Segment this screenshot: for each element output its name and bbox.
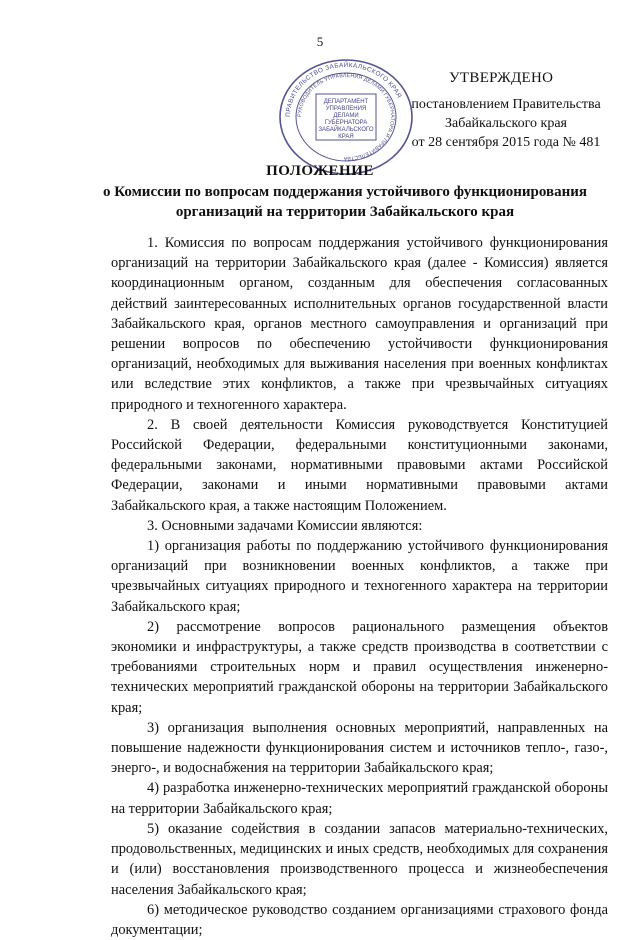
seal-center-line: УПРАВЛЕНИЯ (325, 106, 367, 112)
seal-center-line: ДЕЛАМИ (333, 113, 359, 119)
decree-reference (396, 95, 616, 152)
seal-center-line: ЗАБАЙКАЛЬСКОГО (318, 127, 374, 133)
document-body (111, 233, 608, 940)
seal-center-line: КРАЯ (338, 134, 354, 140)
paragraph-2: 2. В своей деятельности Комиссия руководствуется Конституцией Российской Федерации, федеральными конституционными законами, федеральными законами, нормативными правовыми актами Российской Федерации, законами и иными нормативными правовыми актами Забайкальского края, а также настоящим Положением. (111, 416, 608, 514)
seal-ring-text: РУКОВОДИТЕЛЬ УПРАВЛЕНИЯ ДЕЛАМИ ГУБЕРНАТОРА И ПРАВИТЕЛЬСТВА (296, 72, 396, 162)
decree-line: постановлением Правительства (411, 97, 601, 112)
decree-line: Забайкальского края (444, 116, 567, 131)
seal-outer-text: ПРАВИТЕЛЬСТВО ЗАБАЙКАЛЬСКОГО КРАЯ (284, 61, 403, 118)
page-number: 5 (316, 34, 324, 49)
list-item-6: 6) методическое руководство созданием организациями страхового фонда документации; (111, 901, 608, 938)
document-title: ПОЛОЖЕНИЕ (266, 163, 374, 179)
list-item-1: 1) организация работы по поддержанию устойчивого функционирования организаций при возникновении военных конфликтов, а также при чрезвычайных ситуациях природного и техногенного характера на территории Забайкальского края; (111, 538, 608, 615)
document-subtitle: о Комиссии по вопросам поддержания устойчивого функционирования организаций на территории Забайкальского края (102, 184, 588, 220)
approval-heading: УТВЕРЖДЕНО (449, 70, 554, 86)
seal-center-line: ГУБЕРНАТОРА (324, 120, 368, 126)
paragraph-3: 3. Основными задачами Комиссии являются: (147, 517, 423, 534)
official-seal-stamp (272, 58, 420, 176)
list-item-5: 5) оказание содействия в создании запасов материально-технических, продовольственных, медицинских и иных средств, необходимых для сохранения и (или) восстановления производственного процесса и жизнеобеспечения населения Забайкальского края; (111, 820, 608, 898)
list-item-4: 4) разработка инженерно-технических мероприятий гражданской обороны на территории Забайкальского края; (111, 780, 608, 817)
paragraph-1: 1. Комиссия по вопросам поддержания устойчивого функционирования организаций на территории Забайкальского края (далее - Комиссия) является координационным органом, созданным для обеспечения согласованных действий заинтересованных исполнительных органов государственной власти Забайкальского края, органов местного самоуправления и организаций при решении вопросов по обеспечению устойчивости функционирования организаций, необходимых для выживания населения при военных конфликтах или вследствие этих конфликтов, а также при чрезвычайных ситуациях природного и техногенного характера. (111, 235, 608, 413)
list-item-2: 2) рассмотрение вопросов рационального размещения объектов экономики и инфраструктуры, а также средств производства в соответствии с требованиями строительных норм и правил осуществления инженерно-технических мероприятий гражданской обороны на территории Забайкальского края; (111, 618, 608, 716)
seal-center-line: ДЕПАРТАМЕНТ (323, 99, 369, 105)
decree-line: от 28 сентября 2015 года № 481 (411, 135, 601, 150)
list-item-3: 3) организация выполнения основных мероприятий, направленных на повышение надежности функционирования систем и источников тепло-, газо-, энерго-, и водоснабжения на территории Забайкальского края; (111, 719, 608, 777)
